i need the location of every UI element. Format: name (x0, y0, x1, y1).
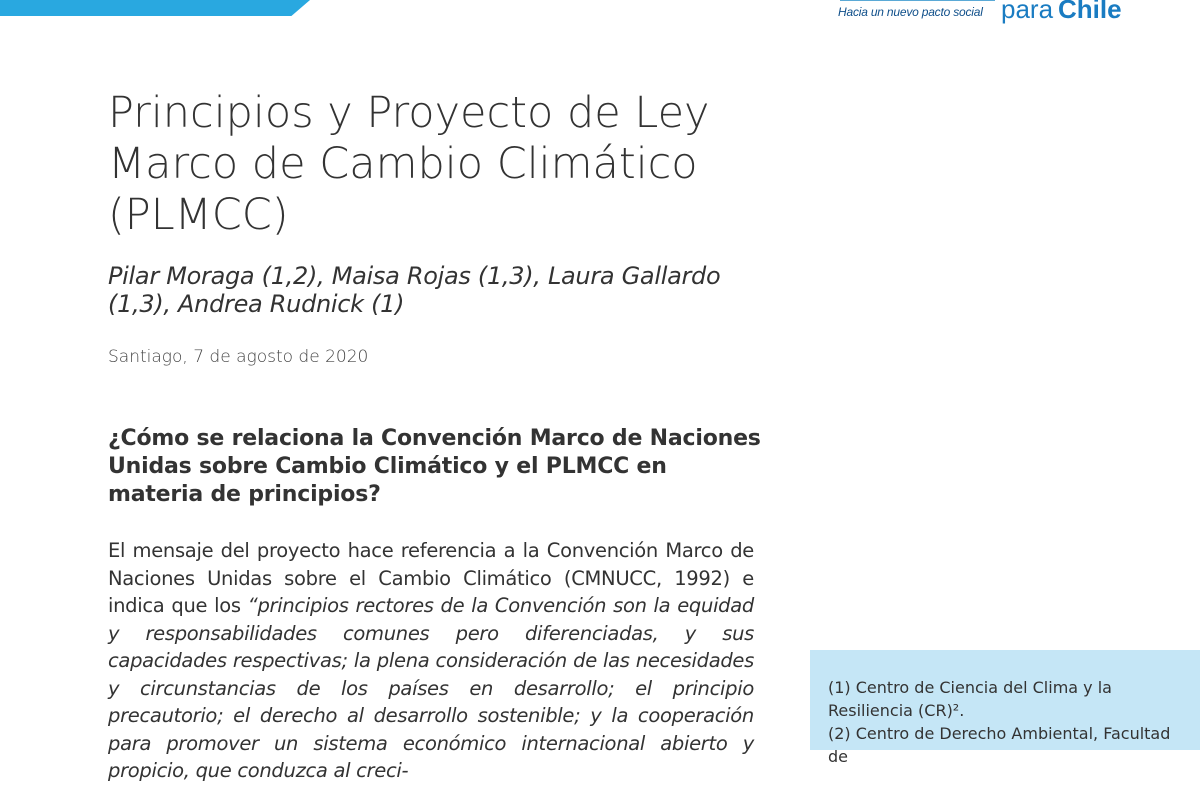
affiliation-note: (2) Centro de Derecho Ambiental, Facultad de (828, 724, 1171, 766)
header-accent-bar (0, 0, 310, 16)
section-question-heading: ¿Cómo se relaciona la Convención Marco de Naciones Unidas sobre Cambio Climático y el PLMCC en materia de principios? (108, 426, 761, 507)
body-quote: “principios rectores de la Convención son la equidad y responsabilidades comunes pero diferenciadas, y sus capacidades respectivas; la plena consideración de las necesidades y circunstancias de los países en desarrollo; el principio precautorio; el derecho al desarrollo sostenible; y la cooperación para promover un sistema económico internacional abierto y propicio, que conduzca al creci- (108, 594, 754, 782)
authors-line: Pilar Moraga (1,2), Maisa Rojas (1,3), Laura Gallardo (1,3), Andrea Rudnick (1) (108, 262, 721, 318)
logo-rule (840, 0, 995, 1)
body-paragraph (108, 537, 754, 785)
document-title: Principios y Proyecto de Ley Marco de Cambio Climático (PLMCC) (108, 88, 710, 240)
body-intro: El mensaje del proyecto hace referencia a la Convención Marco de Naciones Unidas sobre el Cambio Climático (CMNUCC, 1992) e indica que los (108, 539, 754, 617)
affiliation-note: (1) Centro de Ciencia del Clima y la Resiliencia (CR)². (828, 678, 1112, 720)
affiliation-notes-box (810, 650, 1200, 766)
document-date: Santiago, 7 de agosto de 2020 (108, 347, 369, 367)
logo-tagline: Hacia un nuevo pacto social (838, 5, 983, 19)
logo-word-para: para (1001, 0, 1054, 24)
logo-word-chile: Chile (1058, 0, 1122, 24)
